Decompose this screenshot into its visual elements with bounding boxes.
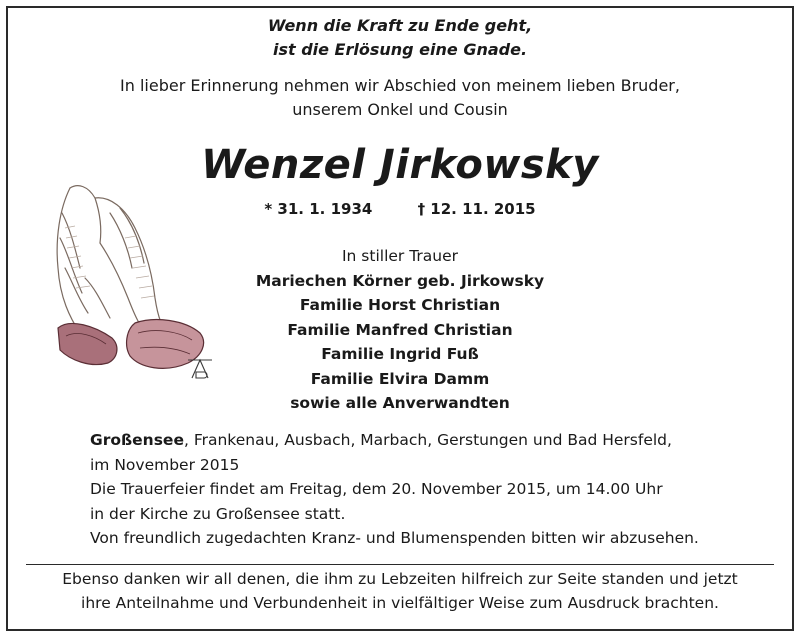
mourner-name: Familie Manfred Christian bbox=[287, 320, 513, 339]
praying-hands-icon bbox=[40, 168, 225, 393]
place-primary: Großensee bbox=[90, 431, 184, 449]
thanks-text bbox=[0, 567, 800, 615]
deceased-name: Wenzel Jirkowsky bbox=[201, 142, 599, 188]
intro-line-1: In lieber Erinnerung nehmen wir Abschied von meinem lieben Bruder, bbox=[120, 76, 680, 95]
motto bbox=[0, 14, 800, 62]
mourner-name: Familie Ingrid Fuß bbox=[321, 345, 479, 363]
funeral-details bbox=[90, 428, 770, 551]
mourner-name: Familie Horst Christian bbox=[299, 296, 501, 314]
motto-line-2: ist die Erlösung eine Gnade. bbox=[272, 40, 528, 59]
death-date: † 12. 11. 2015 bbox=[417, 200, 536, 218]
mourners-lead: In stiller Trauer bbox=[341, 247, 459, 265]
thanks-line-1: Ebenso danken wir all denen, die ihm zu Lebzeiten hilfreich zur Seite standen und jetzt bbox=[62, 570, 738, 588]
birth-date: * 31. 1. 1934 bbox=[264, 200, 373, 218]
mourner-name: Mariechen Körner geb. Jirkowsky bbox=[255, 271, 545, 290]
places-line bbox=[90, 428, 770, 453]
thanks-line-2: ihre Anteilnahme und Verbundenheit in vielfältiger Weise zum Ausdruck brachten. bbox=[81, 594, 719, 612]
divider bbox=[26, 564, 774, 565]
intro-line-2: unserem Onkel und Cousin bbox=[292, 100, 508, 119]
intro-text bbox=[0, 74, 800, 122]
mourner-name: sowie alle Anverwandten bbox=[290, 394, 510, 412]
flowers-line: Von freundlich zugedachten Kranz- und Blumenspenden bitten wir abzusehen. bbox=[90, 529, 699, 547]
funeral-line-1: Die Trauerfeier findet am Freitag, dem 20. November 2015, um 14.00 Uhr bbox=[90, 480, 663, 498]
mourner-name: Familie Elvira Damm bbox=[310, 369, 490, 388]
places-rest: , Frankenau, Ausbach, Marbach, Gerstungen und Bad Hersfeld, bbox=[183, 431, 672, 449]
funeral-line-2: in der Kirche zu Großensee statt. bbox=[90, 504, 346, 523]
date-line: im November 2015 bbox=[90, 455, 240, 474]
mourners-list bbox=[208, 244, 592, 416]
motto-line-1: Wenn die Kraft zu Ende geht, bbox=[267, 16, 533, 35]
